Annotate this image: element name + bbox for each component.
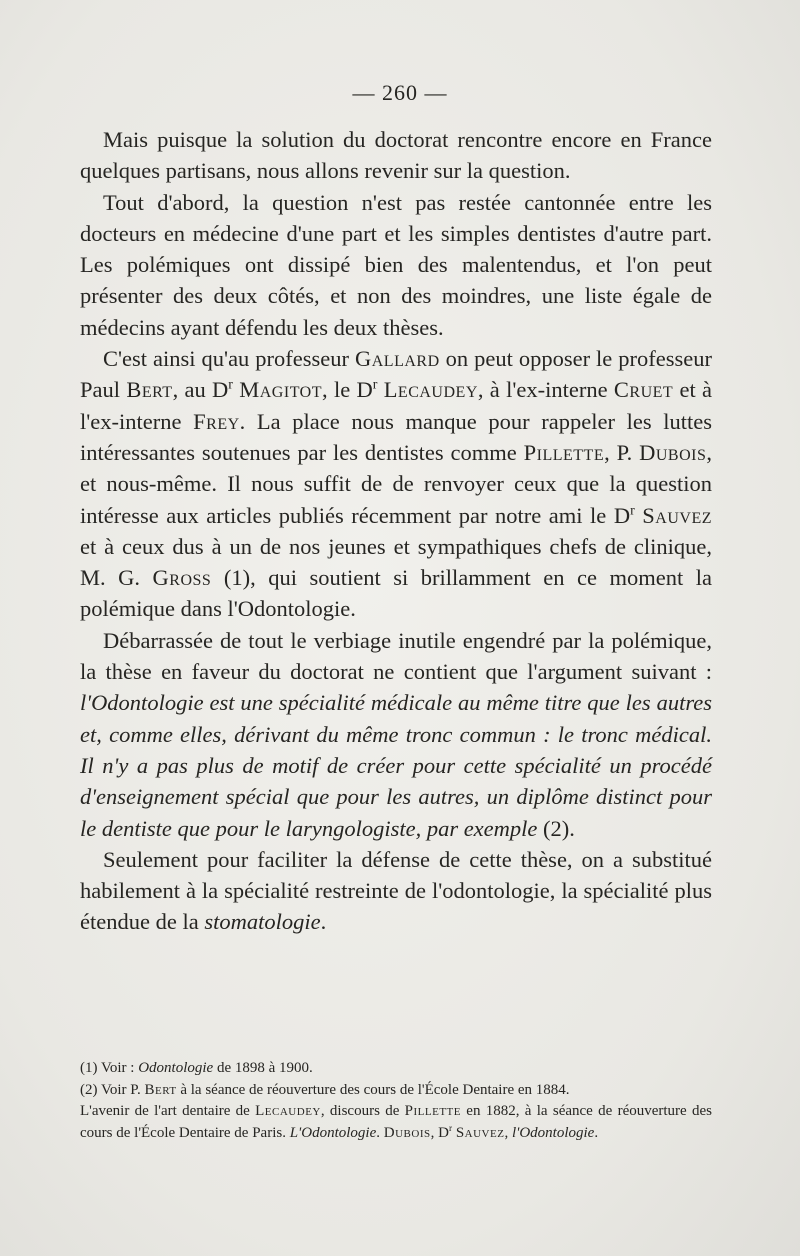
text-span: (2) Voir P. xyxy=(80,1081,145,1098)
superscript: r xyxy=(372,377,378,393)
italic-term: l'Odontologie xyxy=(511,1124,595,1141)
text-span: . xyxy=(320,909,327,935)
italic-term: L'Odontologie xyxy=(289,1124,377,1141)
text-span: (2). xyxy=(537,815,575,841)
body-text xyxy=(80,124,712,938)
page-number: — 260 — xyxy=(352,80,448,105)
person-name: Gallard xyxy=(355,346,440,372)
text-span: , le D xyxy=(322,377,373,403)
text-span: Débarrassée de tout le verbiage inutile engendré par la polémique, la thèse en faveur du doctorat ne contient que l'argument suivant : xyxy=(80,627,712,685)
paragraph-4 xyxy=(80,625,712,844)
person-name: Frey xyxy=(193,408,240,434)
paragraph-2: Tout d'abord, la question n'est pas restée cantonnée entre les docteurs en médecine d'une part et les simples dentistes d'autre part. Les polémiques ont dissipé bien des malentendus, et l'on peut présenter des deux côtés, et non des moindres, une liste égale de médecins ayant défendu les deux thèses. xyxy=(80,189,712,340)
italic-term: Odontologie xyxy=(138,1060,214,1076)
person-name: Sauvez xyxy=(642,502,712,528)
text-span: et à l'ex-interne xyxy=(80,377,712,434)
person-name: Bert xyxy=(126,377,173,403)
paragraph-3 xyxy=(80,343,712,625)
footnote-2 xyxy=(80,1080,712,1102)
footnote-1 xyxy=(80,1058,712,1080)
paragraph-1: Mais puisque la solution du doctorat rencontre encore en France quelques partisans, nous allons revenir sur la question. xyxy=(80,127,712,184)
text-span: . La place nous manque pour rappeler les luttes intéressantes soutenues par les dentistes comme xyxy=(80,408,712,465)
superscript: r xyxy=(228,377,233,393)
person-name: Dubois xyxy=(383,1124,431,1141)
text-span: on peut opposer le professeur Paul xyxy=(80,346,712,403)
paragraph-5 xyxy=(80,844,712,938)
italic-term: stomatologie xyxy=(204,909,321,935)
text-span: et à ceux dus à un de nos jeunes et sympathiques chefs de clinique, M. G. xyxy=(80,533,712,591)
person-name: Sauvez xyxy=(455,1124,505,1141)
person-name: Cruet xyxy=(613,377,674,403)
person-name: Magitot xyxy=(239,377,323,403)
text-span: de 1898 à 1900. xyxy=(213,1060,313,1076)
person-name: Lecaudey xyxy=(383,377,478,403)
superscript: r xyxy=(448,1123,453,1134)
italic-quote: l'Odontologie est une spécialité médicale au même titre que les autres et, comme elles, dérivant du même tronc commun : le tronc médical. Il n'y a pas plus de motif de créer pour cette spécialité un procédé d'enseignement spécial que pour les autres, un diplôme distinct pour le dentiste que pour le laryngologiste, par exemple xyxy=(80,690,712,841)
text-span: L'avenir de l'art dentaire de xyxy=(80,1103,256,1119)
footnotes xyxy=(80,1058,712,1144)
footnote-3 xyxy=(80,1101,712,1144)
person-name: Pillette xyxy=(404,1103,461,1119)
text-span: Seulement pour faciliter la défense de cette thèse, on a substitué habilement à la spécialité restreinte de l'odontologie, la spécialité plus étendue de la xyxy=(80,846,712,935)
text-span: (1), qui soutient si brillamment en ce moment la polémique dans l'Odontologie. xyxy=(80,565,712,622)
person-name: Gross xyxy=(152,565,212,591)
text-span: (1) Voir : xyxy=(80,1060,139,1076)
text-span: à la séance de réouverture des cours de l'École Dentaire en 1884. xyxy=(176,1081,570,1098)
person-name: Pillette xyxy=(523,439,605,465)
person-name: Lecaudey xyxy=(255,1103,321,1119)
text-span: , à l'ex-interne xyxy=(477,377,614,403)
text-span: , P. xyxy=(604,439,640,465)
text-span: , au D xyxy=(172,377,229,403)
superscript: r xyxy=(630,503,635,519)
text-span: . xyxy=(376,1124,384,1141)
person-name: Dubois xyxy=(639,439,707,465)
text-span: , xyxy=(504,1124,512,1141)
text-span: en 1882, à la séance de réouverture des cours de l'École Dentaire de Paris. xyxy=(80,1103,712,1141)
text-span: , D xyxy=(430,1124,449,1141)
person-name: Bert xyxy=(144,1081,177,1098)
text-span: C'est ainsi qu'au professeur xyxy=(103,346,355,372)
text-span: . xyxy=(594,1124,599,1141)
text-span: , discours de xyxy=(320,1103,405,1119)
text-span: , et nous-même. Il nous suffit de de renvoyer ceux que la question intéresse aux articles publiés récemment par notre ami le D xyxy=(80,439,712,528)
